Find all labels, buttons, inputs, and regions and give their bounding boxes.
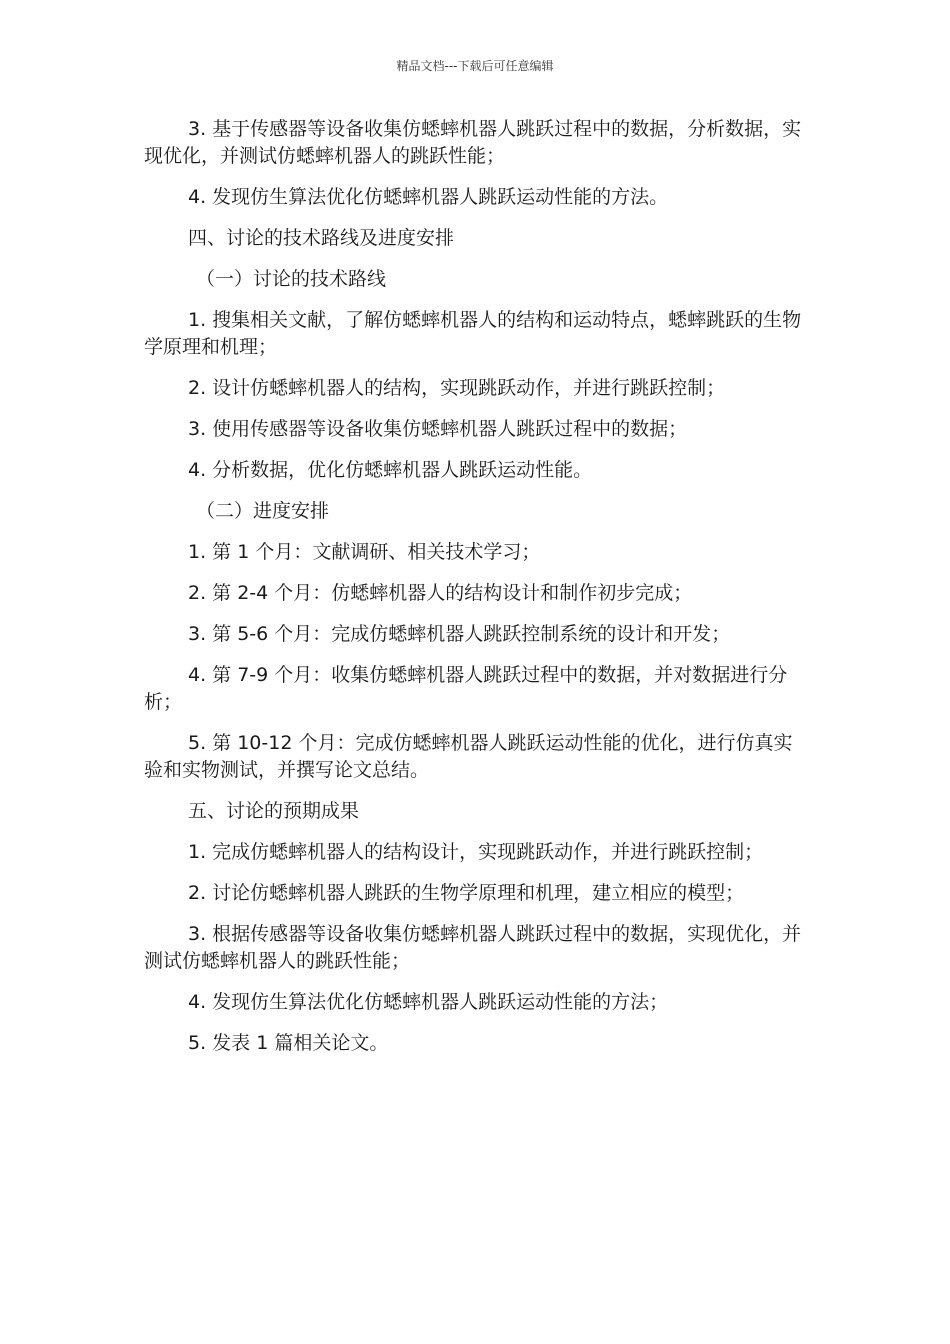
subsection-heading: （二）进度安排 (196, 500, 330, 522)
paragraph: 5. 第 10-12 个月：完成仿蟋蟀机器人跳跃运动性能的优化，进行仿真实验和实物测试，并撰写论文总结。 (144, 732, 793, 781)
paragraph: 4. 发现仿生算法优化仿蟋蟀机器人跳跃运动性能的方法； (188, 991, 669, 1013)
page-header: 精品文档---下载后可任意编辑 (396, 59, 554, 73)
paragraph: 2. 设计仿蟋蟀机器人的结构，实现跳跃动作，并进行跳跃控制； (188, 377, 726, 399)
paragraph: 2. 第 2-4 个月：仿蟋蟀机器人的结构设计和制作初步完成； (188, 582, 693, 604)
paragraph: 1. 第 1 个月：文献调研、相关技术学习； (188, 541, 541, 563)
paragraph: 3. 使用传感器等设备收集仿蟋蟀机器人跳跃过程中的数据； (188, 418, 688, 440)
paragraph: 4. 发现仿生算法优化仿蟋蟀机器人跳跃运动性能的方法。 (188, 186, 669, 208)
paragraph: 3. 基于传感器等设备收集仿蟋蟀机器人跳跃过程中的数据，分析数据，实现优化，并测试仿蟋蟀机器人的跳跃性能； (144, 118, 802, 167)
subsection-heading: （一）讨论的技术路线 (196, 268, 387, 290)
section-heading: 五、讨论的预期成果 (188, 800, 360, 822)
paragraph: 2. 讨论仿蟋蟀机器人跳跃的生物学原理和机理，建立相应的模型； (188, 882, 745, 904)
document-body (144, 116, 810, 1071)
paragraph: 4. 第 7-9 个月：收集仿蟋蟀机器人跳跃过程中的数据，并对数据进行分析； (144, 664, 788, 713)
paragraph: 3. 根据传感器等设备收集仿蟋蟀机器人跳跃过程中的数据，实现优化，并测试仿蟋蟀机器人的跳跃性能； (144, 923, 802, 972)
paragraph: 5. 发表 1 篇相关论文。 (188, 1032, 389, 1054)
paragraph: 4. 分析数据，优化仿蟋蟀机器人跳跃运动性能。 (188, 459, 593, 481)
section-heading: 四、讨论的技术路线及进度安排 (188, 227, 455, 249)
paragraph: 1. 搜集相关文献，了解仿蟋蟀机器人的结构和运动特点，蟋蟀跳跃的生物学原理和机理； (144, 309, 802, 358)
paragraph: 1. 完成仿蟋蟀机器人的结构设计，实现跳跃动作，并进行跳跃控制； (188, 841, 764, 863)
paragraph: 3. 第 5-6 个月：完成仿蟋蟀机器人跳跃控制系统的设计和开发； (188, 623, 731, 645)
